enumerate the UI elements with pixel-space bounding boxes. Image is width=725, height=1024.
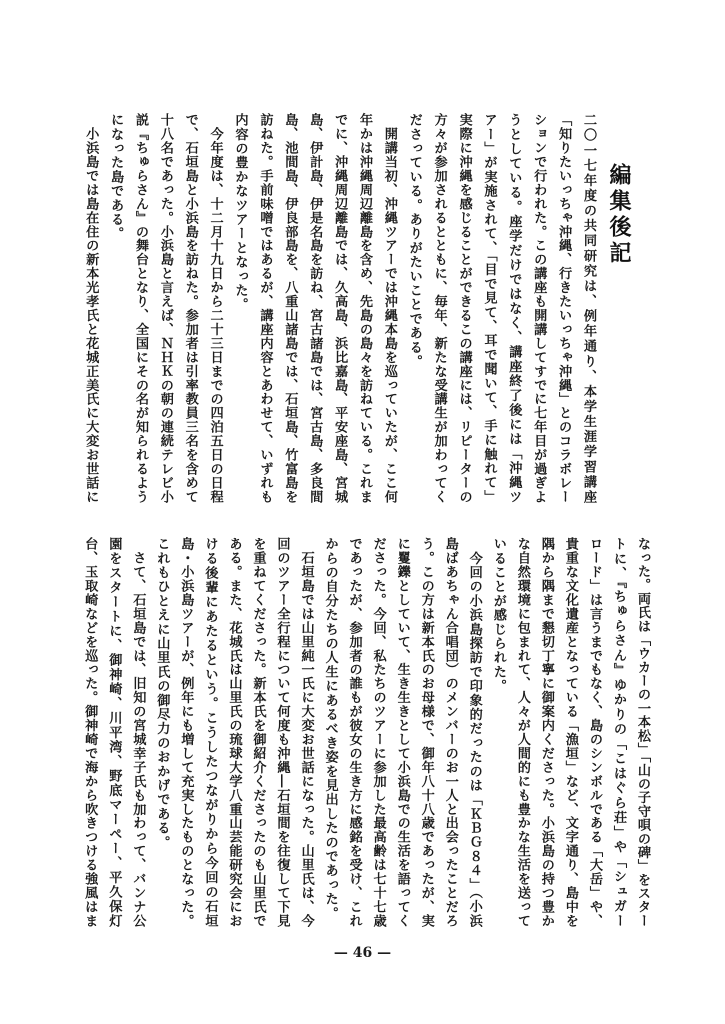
upper-text-block: [77, 113, 600, 503]
page-number: — 46 —: [333, 945, 392, 961]
text-column: 説『ちゅらさん』の舞台となり、全国にその名が知られるよう: [132, 113, 148, 503]
text-column: アー」が実施されて、「目で見て、耳で聞いて、手に触れて」: [481, 113, 497, 503]
text-column: これもひとえに山里氏の御尽力のおかげである。: [154, 537, 170, 850]
text-column: トに、『ちゅらさん』ゆかりの「こはぐら荘」や「シュガー: [610, 537, 626, 927]
text-column: からの自分たちの人生にあるべき姿を見出したのであった。: [322, 537, 338, 921]
text-column: 園をスタートに、御神崎、川平湾、野底マーペー、平久保灯: [106, 537, 122, 927]
text-column: さて、石垣島では、旧知の宮城幸子氏も加わって、バンナ公: [130, 537, 146, 927]
text-column: 訪ねた。手前味噌ではあるが、講座内容とあわせて、いずれも: [257, 113, 273, 503]
text-column: であったが、参加者の誰もが彼女の生き方に感銘を受け、これ: [346, 537, 362, 927]
text-column: でに、沖縄周辺離島では、久高島、浜比嘉島、平安座島、宮城: [332, 113, 348, 503]
text-column: 隅から隅まで懇切丁寧に御案内くださった。小浜島の持つ豊か: [538, 537, 554, 927]
text-column: 石垣島では山里純一氏に大変お世話になった。山里氏は、今: [298, 537, 314, 927]
text-column: 実際に沖縄を感じることができるこの講座には、リピーターの: [456, 113, 472, 503]
text-column: 年かは沖縄周辺離島を含め、先島の島々を訪ねている。これま: [356, 113, 372, 503]
lower-text-block: [77, 537, 654, 927]
text-column: うとしている。座学だけではなく、講座終了後には「沖縄ツ: [506, 113, 522, 503]
text-column: ロード」は言うまでもなく、島のシンボルである「大岳」や、: [586, 537, 602, 927]
text-column: う。この方は新本氏のお母様で、御年八十八歳であったが、実: [418, 537, 434, 927]
text-column: 貴重な文化遺産となっている「漁垣」など、文字通り、島中を: [562, 537, 578, 927]
text-column: 今年度は、十二月十九日から二十三日までの四泊五日の日程: [207, 113, 223, 503]
text-column: ションで行われた。この講座も開講してすでに七年目が過ぎよ: [531, 113, 547, 503]
text-column: 島・小浜島ツアーが、例年にも増して充実したものとなった。: [178, 537, 194, 927]
text-column: 二〇一七年度の共同研究は、例年通り、本学生涯学習講座: [581, 113, 596, 503]
text-column: ある。また、花城氏は山里氏の琉球大学八重山芸能研究会にお: [226, 537, 242, 927]
text-column: で、石垣島と小浜島を訪ねた。参加者は引率教員三名を含めて: [182, 113, 198, 503]
text-column: 小浜島では島在住の新本光孝氏と花城正美氏に大変お世話に: [83, 113, 99, 503]
text-column: 島ばあちゃん合唱団）のメンバーのお一人と出会ったことだろ: [442, 537, 458, 927]
text-column: 十八名であった。小浜島と言えば、ＮＨＫの朝の連続テレビ小: [157, 113, 173, 503]
text-column: を重ねてくださった。新本氏を御紹介くださったのも山里氏で: [250, 537, 266, 927]
text-column: になった島である。: [108, 113, 124, 241]
text-column: 台、玉取崎などを巡った。御神崎で海から吹きつける強風はま: [82, 537, 98, 927]
text-column: 開講当初、沖縄ツアーでは沖縄本島を巡っていたが、ここ何: [381, 113, 397, 503]
text-column: 島、池間島、伊良部島を、八重山諸島では、石垣島、竹富島を: [282, 113, 298, 503]
text-column: 内容の豊かなツアーとなった。: [232, 113, 248, 312]
text-column: な自然環境に包まれて、人々が人間的にも豊かな生活を送って: [514, 537, 530, 927]
text-column: 回のツアー全行程について何度も沖縄―石垣間を往復して下見: [274, 537, 290, 927]
text-column: 方々が参加されるとともに、毎年、新たな受講生が加わってく: [431, 113, 447, 503]
text-column: ける後輩にあたるという。こうしたつながりから今回の石垣: [202, 537, 218, 927]
text-column: 今回の小浜島探訪で印象的だったのは「ＫＢＧ８４」（小浜: [466, 537, 482, 927]
text-column: 「知りたいっちゃ沖縄、行きたいっちゃ沖縄」とのコラボレー: [556, 113, 572, 503]
text-column: ださった。今回、私たちのツアーに参加した最高齢は七十七歳: [370, 537, 386, 927]
text-column: 島、伊計島、伊是名島を訪ね、宮古諸島では、宮古島、多良間: [307, 113, 323, 503]
text-column: いることが感じられた。: [490, 537, 506, 694]
text-column: に矍鑠としていて、生き生きとして小浜島での生活を語ってく: [394, 537, 410, 927]
page-title: 編集後記: [606, 163, 631, 267]
text-column: なった。両氏は「ウカーの一本松」「山の子守唄の碑」をスター: [635, 537, 650, 927]
text-column: ださっている。ありがたいことである。: [406, 113, 422, 369]
